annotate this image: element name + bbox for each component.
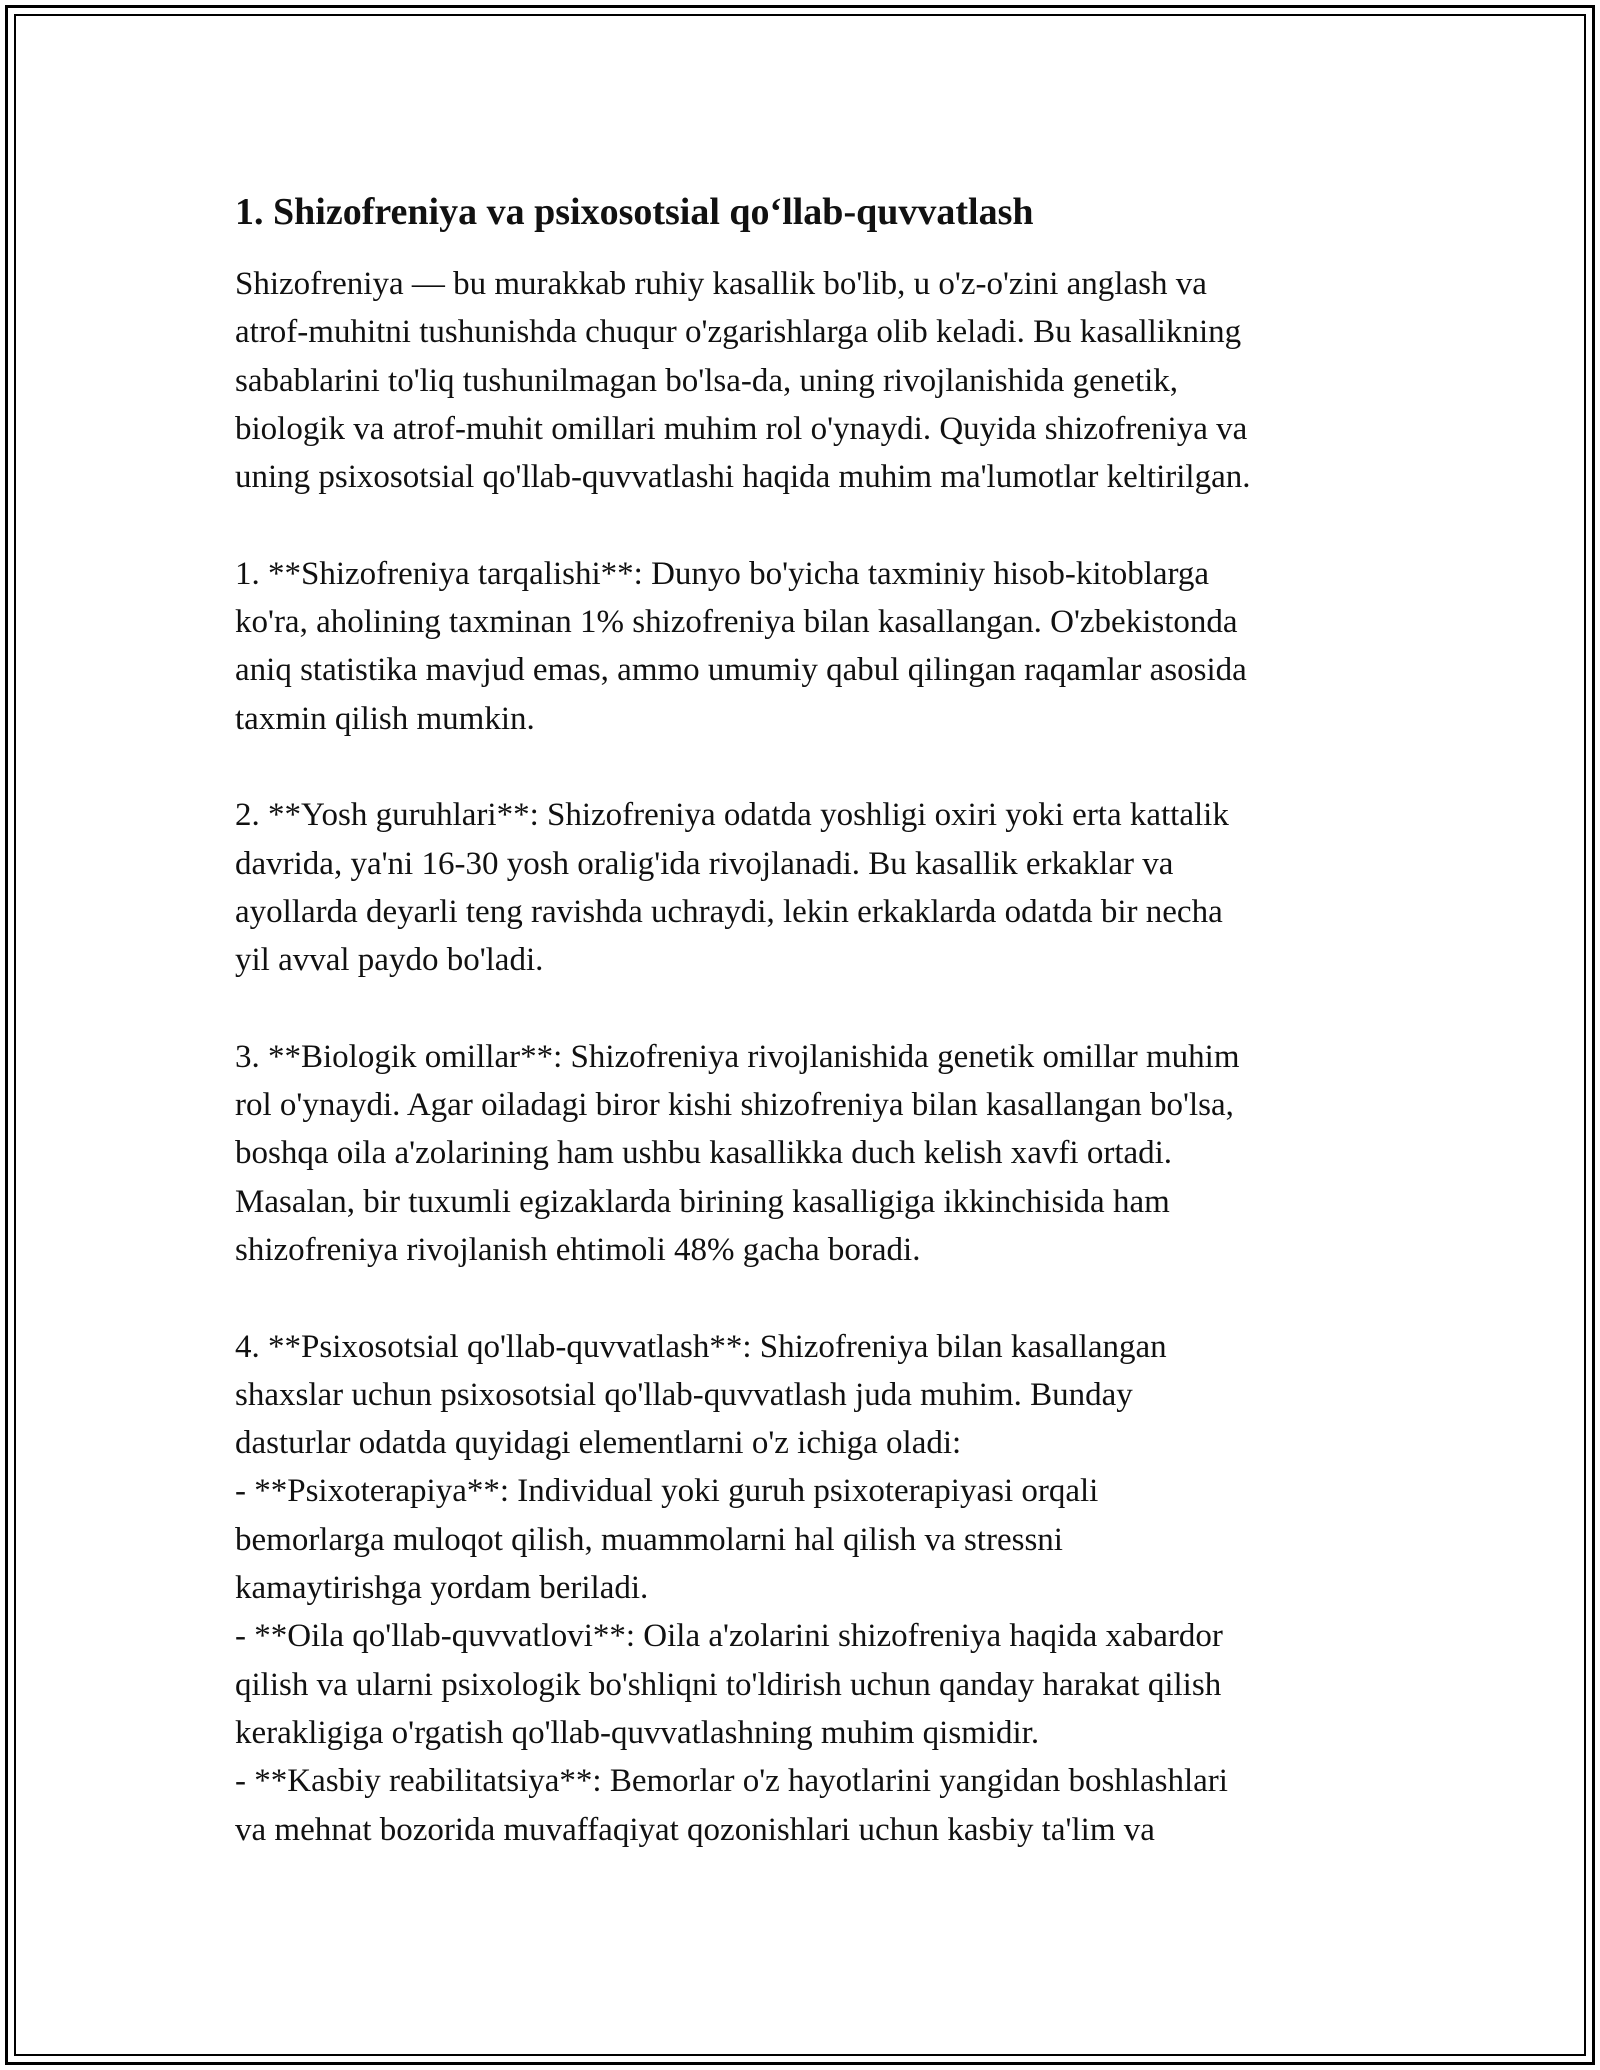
document-content (235, 188, 1380, 1854)
section-heading: 1. Shizofreniya va psixosotsial qo‘llab-quvvatlash (235, 191, 1034, 233)
body-text: Shizofreniya — bu murakkab ruhiy kasallik bo'lib, u o'z-o'zini anglash va atrof-muhitni tushunishda chuqur o'zgarishlarga olib keladi. Bu kasallikning sabablarini to'liq tushunilmagan bo'lsa-da, uning rivojlanishida genetik, biologik va atrof-muhit omillari muhim rol o'ynaydi. Quyida shizofreniya va uning psixosotsial qo'llab-quvvatlashi haqida muhim ma'lumotlar keltirilgan. 1. **Shizofreniya tarqalishi**: Dunyo bo'yicha taxminiy hisob-kitoblarga ko'ra, aholining taxminan 1% shizofreniya bilan kasallangan. O'zbekistonda aniq statistika mavjud emas, ammo umumiy qabul qilingan raqamlar asosida taxmin qilish mumkin. 2. **Yosh guruhlari**: Shizofreniya odatda yoshligi oxiri yoki erta kattalik davrida, ya'ni 16-30 yosh oralig'ida rivojlanadi. Bu kasallik erkaklar va ayollarda deyarli teng ravishda uchraydi, lekin erkaklarda odatda bir necha yil avval paydo bo'ladi. 3. **Biologik omillar**: Shizofreniya rivojlanishida genetik omillar muhim rol o'ynaydi. Agar oiladagi biror kishi shizofreniya bilan kasallangan bo'lsa, boshqa oila a'zolarining ham ushbu kasallikka duch kelish xavfi ortadi. Masalan, bir tuxumli egizaklarda birining kasalligiga ikkinchisida ham shizofreniya rivojlanish ehtimoli 48% gacha boradi. 4. **Psixosotsial qo'llab-quvvatlash**: Shizofreniya bilan kasallangan shaxslar uchun psixosotsial qo'llab-quvvatlash juda muhim. Bunday dasturlar odatda quyidagi elementlarni o'z ichiga oladi: - **Psixoterapiya**: Individual yoki guruh psixoterapiyasi orqali bemorlarga muloqot qilish, muammolarni hal qilish va stressni kamaytirishga yordam beriladi. - **Oila qo'llab-quvvatlovi**: Oila a'zolarini shizofreniya haqida xabardor qilish va ularni psixologik bo'shliqni to'ldirish uchun qanday harakat qilish kerakligiga o'rgatish qo'llab-quvvatlashning muhim qismidir. - **Kasbiy reabilitatsiya**: Bemorlar o'z hayotlarini yangidan boshlashlari va mehnat bozorida muvaffaqiyat qozonishlari uchun kasbiy ta'lim va (235, 266, 1251, 1848)
